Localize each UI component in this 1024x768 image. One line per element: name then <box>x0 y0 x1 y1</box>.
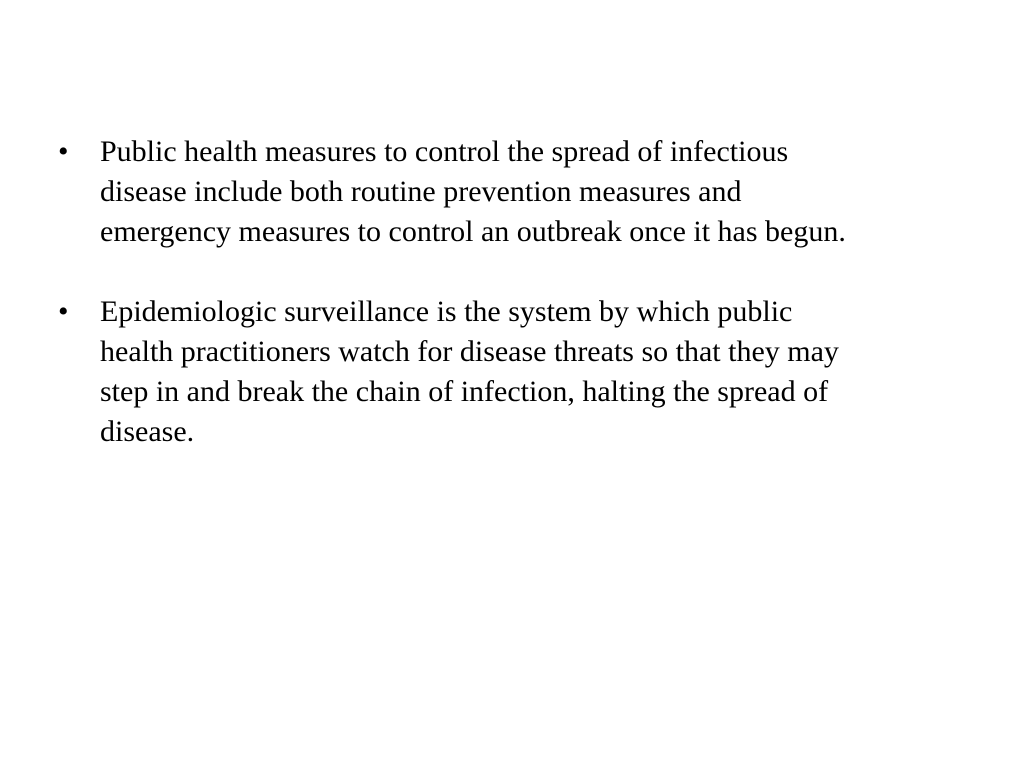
bullet-marker: • <box>58 135 69 168</box>
bullet-item-epidemiologic-surveillance <box>58 292 958 452</box>
bullet-text-line: disease. <box>100 415 195 448</box>
bullet-text <box>100 132 958 252</box>
bullet-text-line: health practitioners watch for disease threats so that they may <box>100 335 839 368</box>
bullet-item-public-health-measures <box>58 132 958 252</box>
bullet-text-line: emergency measures to control an outbreak once it has begun. <box>100 215 846 248</box>
bullet-marker: • <box>58 295 69 328</box>
bullet-text-line: step in and break the chain of infection, halting the spread of <box>100 375 829 408</box>
bullet-text <box>100 292 958 452</box>
bullet-text-line: Epidemiologic surveillance is the system by which public <box>100 295 793 328</box>
bullet-text-line: Public health measures to control the spread of infectious <box>100 135 789 168</box>
bullet-text-line: disease include both routine prevention measures and <box>100 175 742 208</box>
bullet-list <box>58 132 958 492</box>
